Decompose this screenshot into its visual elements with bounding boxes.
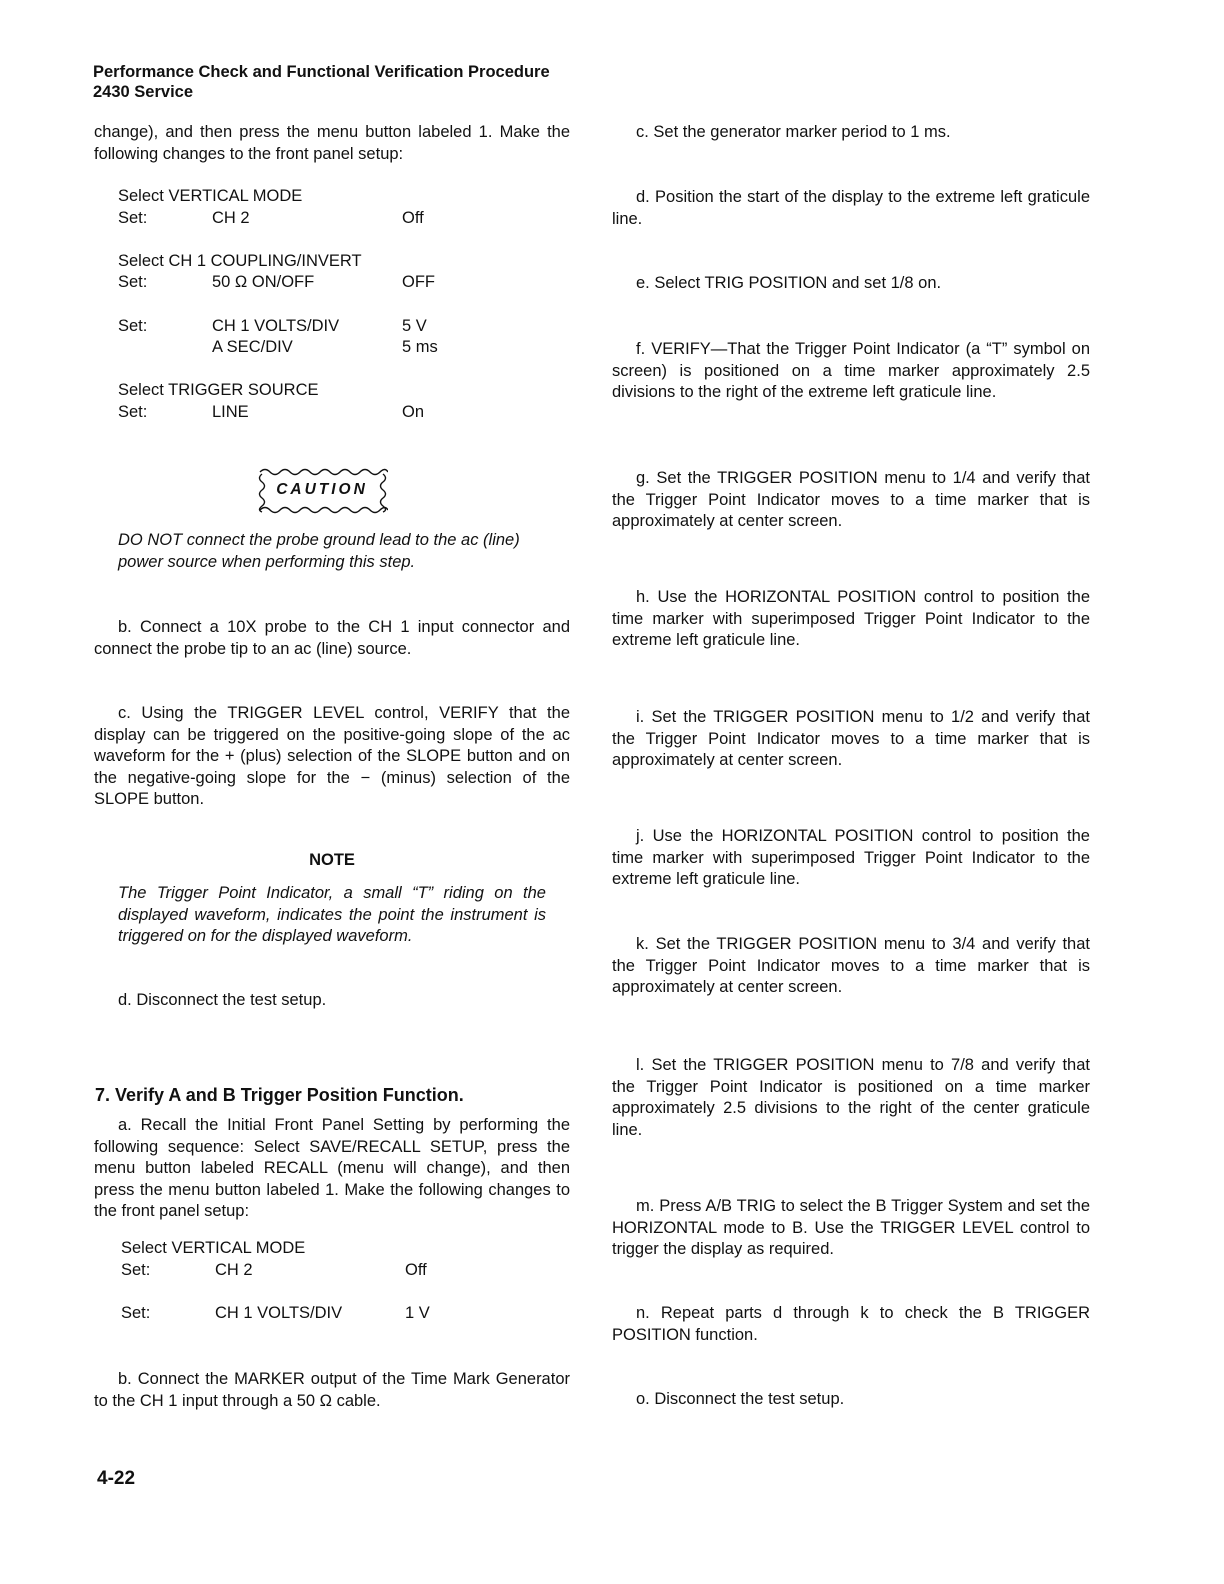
setup1-value: On bbox=[402, 402, 425, 421]
setup1-value: 5 ms bbox=[402, 338, 438, 357]
right-step-j: j. Use the HORIZONTAL POSITION control to position the time marker with superimposed Trigger Point Indicator to the extreme left graticule line. bbox=[612, 827, 1090, 889]
page-number: 4-22 bbox=[97, 1468, 136, 1489]
section-step-b: b. Connect the MARKER output of the Time Mark Generator to the CH 1 input through a 50 Ω cable. bbox=[94, 1370, 570, 1410]
setup1-value: Off bbox=[402, 208, 424, 227]
setup1-group2-title: Select CH 1 COUPLING/INVERT bbox=[118, 251, 362, 270]
header-subtitle: 2430 Service bbox=[93, 83, 194, 101]
running-header bbox=[93, 62, 550, 102]
section-step-a: a. Recall the Initial Front Panel Setting by performing the following sequence: Select SAVE/RECALL SETUP, press the menu button labeled RECALL (menu will change), and then press the menu button labeled 1. Make the following changes to the front panel setup: bbox=[94, 1116, 570, 1221]
setup1-set-label: Set: bbox=[118, 273, 148, 292]
intro-paragraph: change), and then press the menu button labeled 1. Make the following changes to the front panel setup: bbox=[94, 123, 570, 163]
setup2-value: Off bbox=[405, 1260, 427, 1279]
right-step-i: i. Set the TRIGGER POSITION menu to 1/2 and verify that the Trigger Point Indicator moves to a time marker that is approximately at center screen. bbox=[612, 708, 1090, 770]
right-step-h: h. Use the HORIZONTAL POSITION control to position the time marker with superimposed Trigger Point Indicator to the extreme left graticule line. bbox=[612, 588, 1090, 650]
setup2-group1-title: Select VERTICAL MODE bbox=[121, 1239, 306, 1257]
setup1-item: A SEC/DIV bbox=[212, 338, 293, 357]
header-title: Performance Check and Functional Verification Procedure bbox=[93, 63, 550, 81]
setup2-item: CH 1 VOLTS/DIV bbox=[215, 1303, 343, 1322]
setup1-value: OFF bbox=[402, 273, 435, 292]
setup1-group4-title: Select TRIGGER SOURCE bbox=[118, 381, 319, 400]
right-step-k: k. Set the TRIGGER POSITION menu to 3/4 and verify that the Trigger Point Indicator moves to a time marker that is approximately at center screen. bbox=[612, 935, 1090, 997]
setup2-set-label: Set: bbox=[121, 1260, 151, 1279]
step-d: d. Disconnect the test setup. bbox=[118, 991, 327, 1009]
caution-label: CAUTION bbox=[276, 481, 368, 498]
setup-table-2 bbox=[121, 1238, 461, 1324]
right-step-n: n. Repeat parts d through k to check the B TRIGGER POSITION function. bbox=[612, 1304, 1090, 1344]
right-step-l: l. Set the TRIGGER POSITION menu to 7/8 and verify that the Trigger Point Indicator is positioned on a time marker approximately 2.5 divisions to the right of the center graticule line. bbox=[612, 1056, 1090, 1139]
right-step-o: o. Disconnect the test setup. bbox=[636, 1390, 845, 1408]
setup1-item: LINE bbox=[212, 402, 249, 421]
setup-table-1 bbox=[118, 186, 458, 424]
setup2-value: 1 V bbox=[405, 1303, 430, 1322]
right-step-g: g. Set the TRIGGER POSITION menu to 1/4 and verify that the Trigger Point Indicator moves to a time marker that is approximately at center screen. bbox=[612, 469, 1090, 531]
right-step-f: f. VERIFY—That the Trigger Point Indicator (a “T” symbol on screen) is positioned on a time marker approximately 2.5 divisions to the right of the extreme left graticule line. bbox=[612, 340, 1090, 402]
right-step-d: d. Position the start of the display to the extreme left graticule line. bbox=[612, 188, 1090, 228]
setup1-item: CH 1 VOLTS/DIV bbox=[212, 316, 340, 335]
caution-text: DO NOT connect the probe ground lead to the ac (line) power source when performing this step. bbox=[118, 531, 520, 571]
setup1-group1-title: Select VERTICAL MODE bbox=[118, 187, 303, 205]
setup1-value: 5 V bbox=[402, 316, 427, 335]
section-heading: 7. Verify A and B Trigger Position Function. bbox=[95, 1085, 464, 1105]
step-b: b. Connect a 10X probe to the CH 1 input connector and connect the probe tip to an ac (line) source. bbox=[94, 618, 570, 658]
caution-box bbox=[256, 466, 388, 516]
setup1-set-label: Set: bbox=[118, 208, 148, 227]
setup1-item: 50 Ω ON/OFF bbox=[212, 273, 315, 292]
right-step-c: c. Set the generator marker period to 1 ms. bbox=[636, 123, 951, 141]
setup2-item: CH 2 bbox=[215, 1260, 253, 1279]
note-text: The Trigger Point Indicator, a small “T” riding on the displayed waveform, indicates the point the instrument is triggered on for the displayed waveform. bbox=[118, 884, 546, 946]
right-step-e: e. Select TRIG POSITION and set 1/8 on. bbox=[636, 274, 942, 292]
right-step-m: m. Press A/B TRIG to select the B Trigger System and set the HORIZONTAL mode to B. Use the TRIGGER LEVEL control to trigger the display as required. bbox=[612, 1197, 1090, 1259]
setup1-set-label: Set: bbox=[118, 402, 148, 421]
setup1-set-label: Set: bbox=[118, 316, 148, 335]
setup2-set-label: Set: bbox=[121, 1303, 151, 1322]
step-c: c. Using the TRIGGER LEVEL control, VERIFY that the display can be triggered on the positive-going slope of the ac waveform for the + (plus) selection of the SLOPE button and on the negative-going slope for the − (minus) selection of the SLOPE button. bbox=[94, 704, 570, 809]
setup1-item: CH 2 bbox=[212, 208, 250, 227]
note-title: NOTE bbox=[309, 851, 355, 869]
